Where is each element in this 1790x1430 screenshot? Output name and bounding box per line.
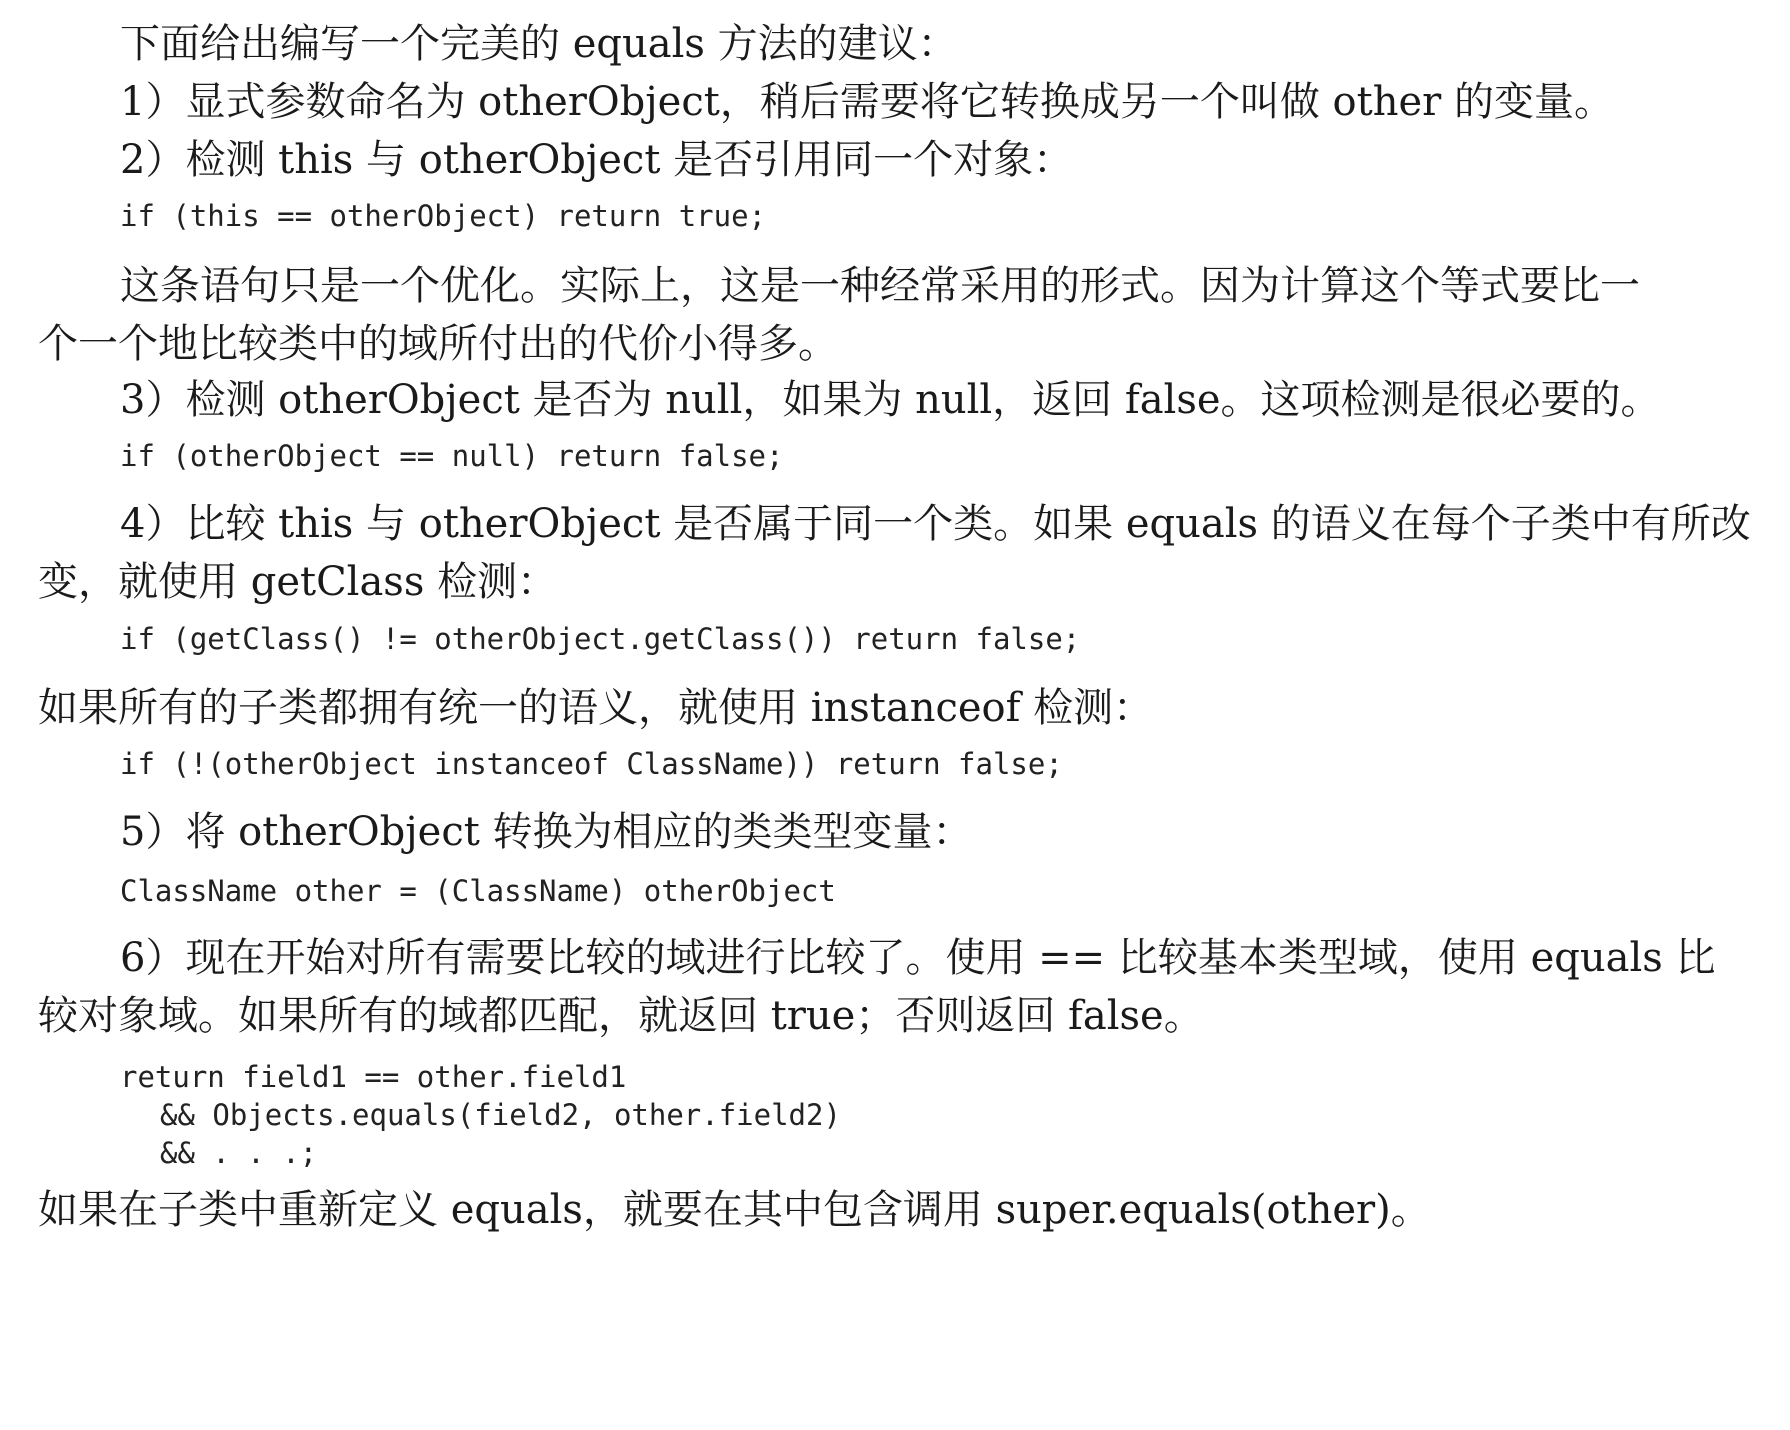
code-line-objects-equals: && Objects.equals(field2, other.field2) (160, 1098, 841, 1132)
step-5-text: 5）将 otherObject 转换为相应的类类型变量： (120, 809, 973, 855)
step-4-text-line-1: 4）比较 this 与 otherObject 是否属于同一个类。如果 equals 的语义在每个子类中有所改 (120, 501, 1751, 547)
step-3-text: 3）检测 otherObject 是否为 null，如果为 null，返回 false。这项检测是很必要的。 (120, 377, 1661, 423)
step-6-text-line-2: 较对象域。如果所有的域都匹配，就返回 true；否则返回 false。 (38, 993, 1204, 1039)
intro-line: 下面给出编写一个完美的 equals 方法的建议： (120, 21, 958, 67)
code-line-ellipsis: && . . .; (160, 1136, 318, 1170)
code-line-return-field1: return field1 == other.field1 (120, 1060, 627, 1094)
instanceof-note: 如果所有的子类都拥有统一的语义，就使用 instanceof 检测： (38, 685, 1154, 731)
step-2-note-line-1: 这条语句只是一个优化。实际上，这是一种经常采用的形式。因为计算这个等式要比一 (120, 263, 1640, 309)
step-2-note-line-2: 个一个地比较类中的域所付出的代价小得多。 (38, 321, 838, 367)
code-line-getclass-check: if (getClass() != otherObject.getClass()) return false; (120, 622, 1081, 656)
code-line-this-check: if (this == otherObject) return true; (120, 199, 767, 233)
step-1-text: 1）显式参数命名为 otherObject，稍后需要将它转换成另一个叫做 other 的变量。 (120, 79, 1614, 125)
step-6-text-line-1: 6）现在开始对所有需要比较的域进行比较了。使用 == 比较基本类型域，使用 equals 比 (120, 935, 1716, 981)
super-equals-note: 如果在子类中重新定义 equals，就要在其中包含调用 super.equals(other)。 (38, 1187, 1431, 1233)
step-2-text: 2）检测 this 与 otherObject 是否引用同一个对象： (120, 137, 1074, 183)
step-4-text-line-2: 变，就使用 getClass 检测： (38, 559, 558, 605)
code-line-cast: ClassName other = (ClassName) otherObject (120, 874, 836, 908)
code-line-instanceof-check: if (!(otherObject instanceof ClassName)) return false; (120, 747, 1063, 781)
code-line-null-check: if (otherObject == null) return false; (120, 439, 784, 473)
